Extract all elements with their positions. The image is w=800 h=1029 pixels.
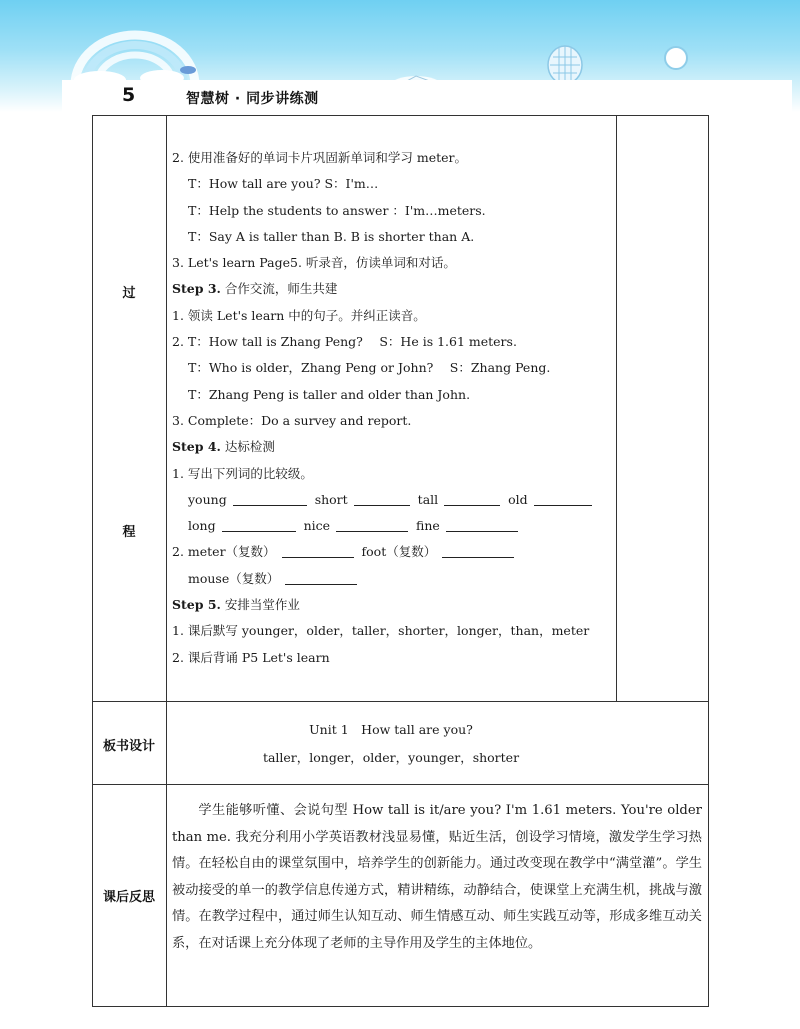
- column-divider-left: [166, 115, 167, 1007]
- step-label: Step 5.: [172, 597, 221, 613]
- step-heading: [172, 276, 596, 302]
- step-heading: [172, 592, 596, 618]
- answer-blank[interactable]: [354, 492, 410, 506]
- exercise-row: [172, 539, 596, 565]
- exercise-word: foot（复数）: [361, 544, 437, 560]
- label-process-top: 过: [122, 286, 136, 301]
- exercise-row: [172, 566, 596, 592]
- process-content: [172, 145, 596, 671]
- label-reflection: 课后反思: [102, 890, 155, 905]
- process-line: 2. T：How tall is Zhang Peng? S：He is 1.61 meters.: [172, 334, 517, 350]
- exercise-word: young: [188, 491, 227, 507]
- label-process-bottom: 程: [122, 525, 136, 540]
- process-line: 1. 课后默写 younger，older，taller，shorter，longer，than，meter: [172, 623, 590, 639]
- column-divider-right: [616, 115, 617, 701]
- answer-blank[interactable]: [442, 544, 514, 558]
- step-label: Step 4.: [172, 439, 221, 455]
- process-line: T：Who is older，Zhang Peng or John? S：Zhang Peng.: [188, 360, 551, 376]
- exercise-word: fine: [416, 518, 440, 534]
- step-title: 达标检测: [220, 439, 275, 455]
- step-title: 合作交流，师生共建: [220, 281, 338, 297]
- board-line-1: Unit 1 How tall are you?: [309, 722, 473, 737]
- answer-blank[interactable]: [444, 492, 500, 506]
- answer-blank[interactable]: [336, 518, 408, 532]
- process-line: T：How tall are you? S：I'm…: [188, 176, 379, 192]
- process-line: T：Zhang Peng is taller and older than John.: [188, 386, 471, 402]
- page-number: 5: [122, 84, 136, 106]
- process-line: 1. 写出下列词的比较级。: [172, 465, 313, 481]
- answer-blank[interactable]: [285, 571, 357, 585]
- exercise-word: short: [314, 491, 348, 507]
- label-board-design: 板书设计: [102, 739, 155, 754]
- header-banner: [0, 0, 800, 112]
- answer-blank[interactable]: [222, 518, 296, 532]
- book-title: 智慧树 · 同步讲练测: [186, 91, 319, 107]
- process-line: 1. 领读 Let's learn 中的句子。并纠正读音。: [172, 307, 426, 323]
- answer-blank[interactable]: [282, 544, 354, 558]
- step-heading: [172, 434, 596, 460]
- step-label: Step 3.: [172, 281, 221, 297]
- process-line: 3. Let's learn Page5. 听录音，仿读单词和对话。: [172, 255, 456, 271]
- process-line: 3. Complete：Do a survey and report.: [172, 412, 412, 428]
- process-line: T：Help the students to answer ：I'm…meters.: [188, 202, 486, 218]
- answer-blank[interactable]: [534, 492, 592, 506]
- answer-blank[interactable]: [446, 518, 518, 532]
- exercise-word: nice: [303, 518, 331, 534]
- exercise-row: [172, 513, 596, 539]
- step-title: 安排当堂作业: [220, 597, 300, 613]
- exercise-word: old: [508, 491, 528, 507]
- header-strip: [62, 80, 792, 112]
- exercise-word: mouse（复数）: [188, 570, 280, 586]
- process-line: 2. 课后背诵 P5 Let's learn: [172, 649, 330, 665]
- row-divider-board: [92, 784, 709, 785]
- sun-icon: [662, 44, 690, 72]
- process-line: T：Say A is taller than B. B is shorter than A.: [188, 228, 475, 244]
- reflection-text: 学生能够听懂、会说句型 How tall is it/are you? I'm 1.61 meters. You're older than me. 我充分利用小学英语教材浅显易懂，贴近生活，创设学习情境，激发学生学习热情。在轻松自由的课堂氛围中，培养学生的创新能力。通过改变现在教学中“满堂灌”。学生被动接受的单一的教学信息传递方式，精讲精练，动静结合，使课堂上充满生机，挑战与激情。在教学过程中，通过师生认知互动、师生情感互动、师生实践互动等，形成多维互动关系，在对话课上充分体现了老师的主导作用及学生的主体地位。: [172, 803, 702, 951]
- exercise-row: [172, 487, 596, 513]
- exercise-word: 2. meter（复数）: [172, 544, 276, 560]
- answer-blank[interactable]: [233, 492, 307, 506]
- exercise-word: long: [188, 518, 216, 534]
- row-divider-process: [92, 701, 709, 702]
- process-line: 2. 使用准备好的单词卡片巩固新单词和学习 meter。: [172, 150, 468, 165]
- board-line-2: taller，longer，older，younger，shorter: [262, 750, 520, 765]
- exercise-word: tall: [417, 491, 439, 507]
